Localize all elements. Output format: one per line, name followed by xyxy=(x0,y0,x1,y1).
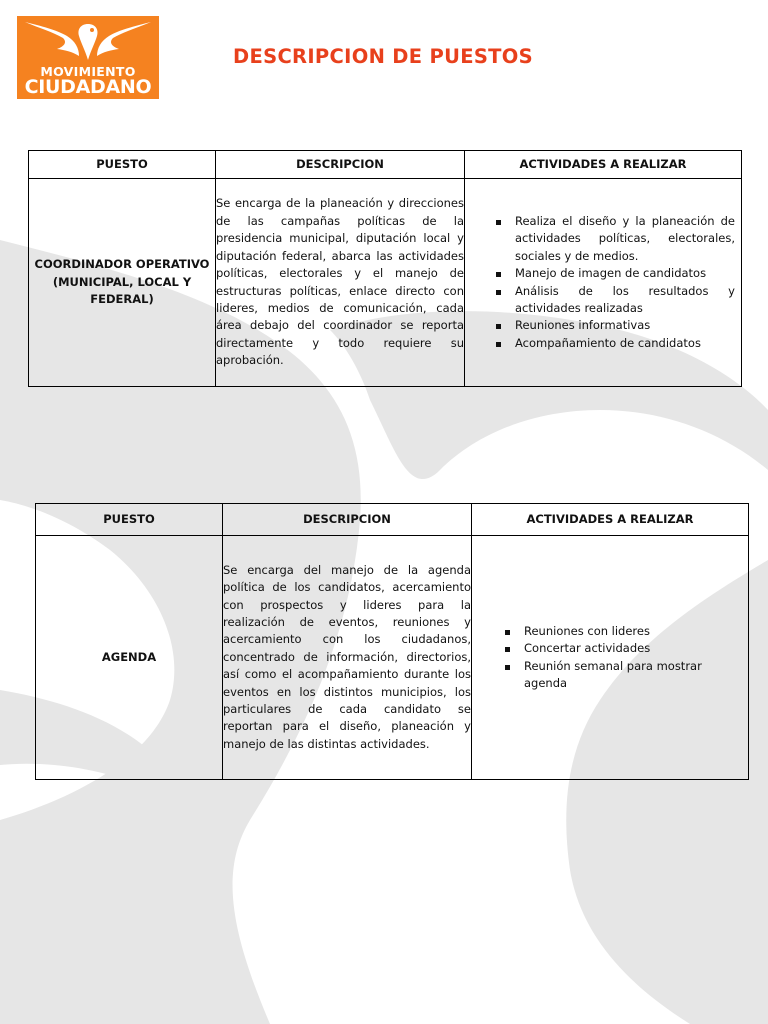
actividades-list xyxy=(465,213,741,352)
actividades-cell xyxy=(472,536,749,780)
header-descripcion: DESCRIPCION xyxy=(216,151,465,179)
header-puesto: PUESTO xyxy=(36,504,223,536)
job-table-coordinador xyxy=(28,150,742,387)
table-row xyxy=(29,179,742,387)
puesto-cell: AGENDA xyxy=(36,536,223,780)
table-header-row xyxy=(29,151,742,179)
list-item: Acompañamiento de candidatos xyxy=(515,335,735,352)
list-item: Reuniones informativas xyxy=(515,317,735,334)
header-puesto: PUESTO xyxy=(29,151,216,179)
table-row xyxy=(36,536,749,780)
logo-text-movimiento: MOVIMIENTO xyxy=(40,64,136,79)
list-item: Reuniones con lideres xyxy=(524,623,742,640)
puesto-cell: COORDINADOR OPERATIVO (MUNICIPAL, LOCAL Y FEDERAL) xyxy=(29,179,216,387)
header-actividades: ACTIVIDADES A REALIZAR xyxy=(472,504,749,536)
header-actividades: ACTIVIDADES A REALIZAR xyxy=(465,151,742,179)
header-descripcion: DESCRIPCION xyxy=(223,504,472,536)
list-item: Reunión semanal para mostrar agenda xyxy=(524,658,742,693)
job-table-agenda xyxy=(35,503,749,780)
actividades-list xyxy=(472,623,748,693)
logo-text-ciudadano: CIUDADANO xyxy=(24,76,152,98)
list-item: Concertar actividades xyxy=(524,640,742,657)
movimiento-ciudadano-logo xyxy=(17,16,159,99)
actividades-cell xyxy=(465,179,742,387)
list-item: Análisis de los resultados y actividades realizadas xyxy=(515,283,735,318)
table-header-row xyxy=(36,504,749,536)
descripcion-cell: Se encarga del manejo de la agenda política de los candidatos, acercamiento con prospectos y lideres para la realización de eventos, reuniones y acercamiento con los ciudadanos, concentrado de información, directorios, así como el acompañamiento durante los eventos en los distintos municipios, los particulares de cada candidato se reportan para el diseño, planeación y manejo de las distintas actividades. xyxy=(223,536,472,780)
descripcion-cell: Se encarga de la planeación y direcciones de las campañas políticas de la presidencia municipal, diputación local y diputación federal, abarca las actividades políticas, electorales y el manejo de estructuras políticas, enlace directo con lideres, medios de comunicación, cada área debajo del coordinador se reporta directamente y todo requiere su aprobación. xyxy=(216,179,465,387)
list-item: Realiza el diseño y la planeación de actividades políticas, electorales, sociales y de medios. xyxy=(515,213,735,265)
page-title: DESCRIPCION DE PUESTOS xyxy=(233,45,533,68)
eagle-logo-icon xyxy=(17,16,159,66)
list-item: Manejo de imagen de candidatos xyxy=(515,265,735,282)
